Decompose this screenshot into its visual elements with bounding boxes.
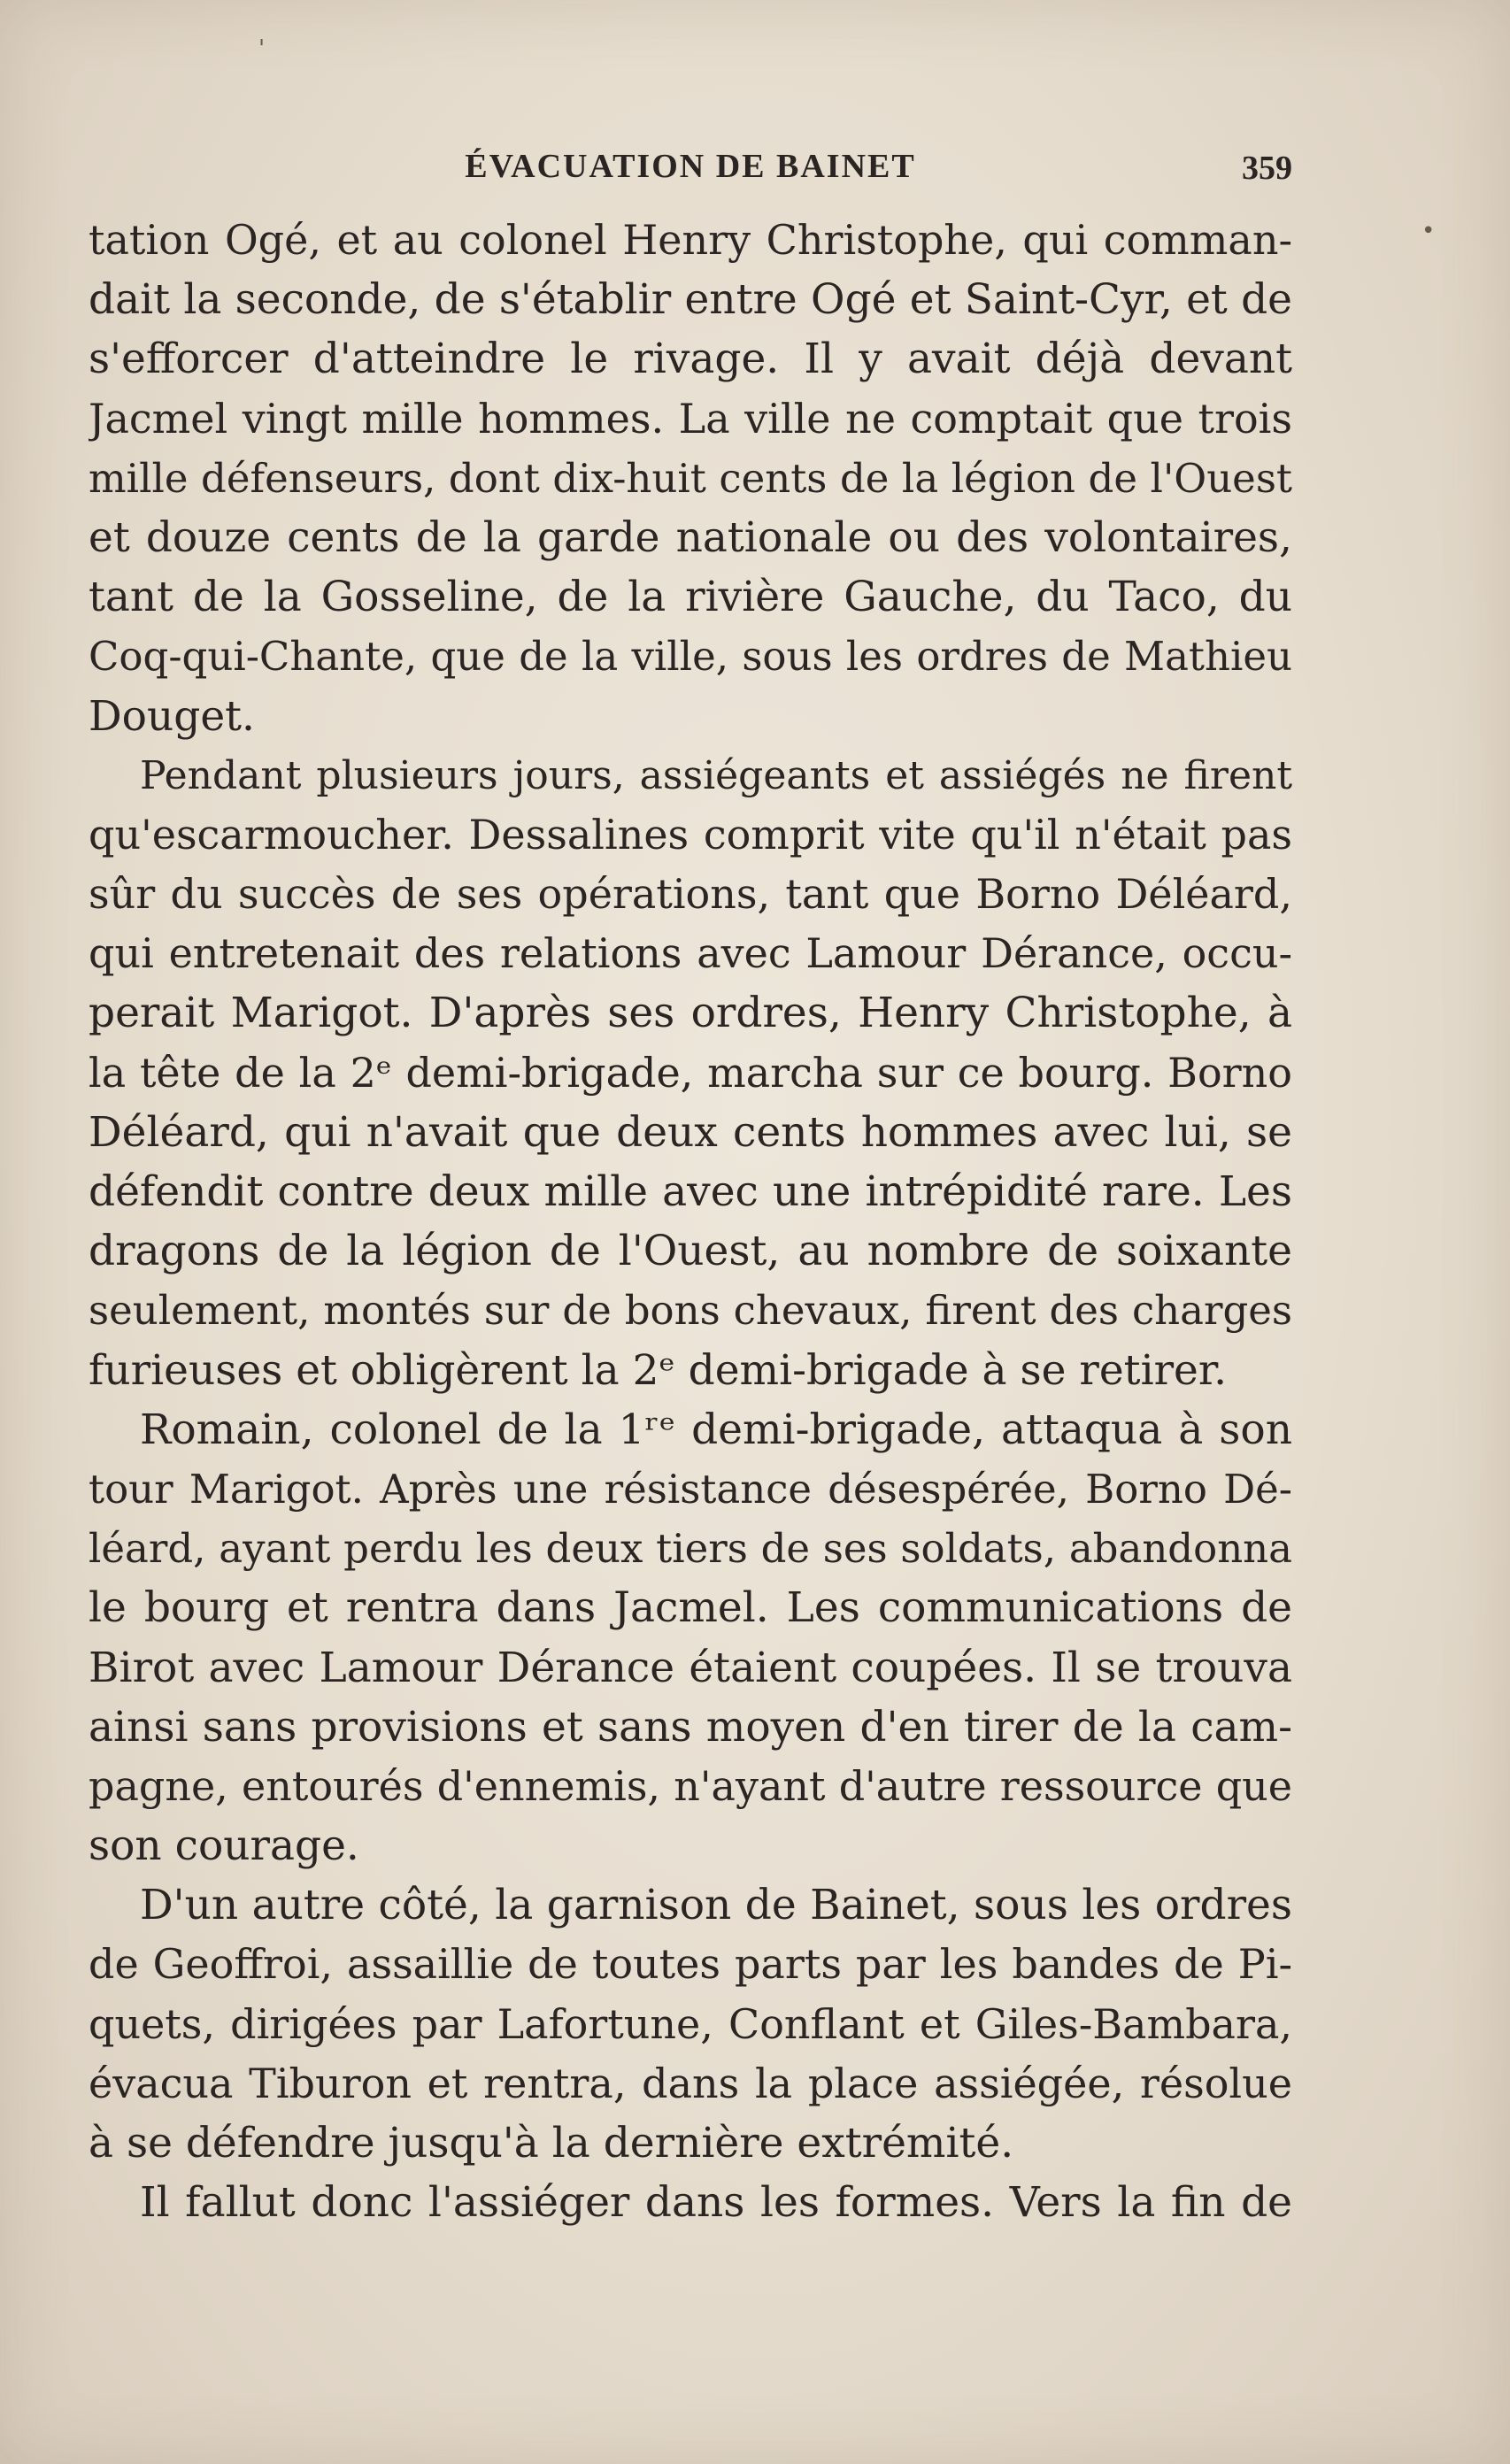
text-line: son courage. [89, 1821, 359, 1871]
text-line: la tête de la 2ᵉ demi-brigade, marcha sur ce bourg. Borno [89, 1048, 1292, 1097]
text-line: à se défendre jusqu'à la dernière extrémité. [89, 2119, 1014, 2168]
text-line: qui entretenait des relations avec Lamour Dérance, occu- [89, 929, 1292, 978]
text-line: Déléard, qui n'avait que deux cents hommes avec lui, se [89, 1107, 1292, 1157]
text-line: léard, ayant perdu les deux tiers de ses soldats, abandonna [89, 1525, 1292, 1573]
text-line: de Geoffroi, assaillie de toutes parts par les bandes de Pi- [89, 1940, 1292, 1989]
text-line: pagne, entourés d'ennemis, n'ayant d'autre ressource que [89, 1761, 1292, 1810]
running-head [89, 147, 1292, 189]
chapter-heading: ÉVACUATION DE BAINET [465, 148, 916, 185]
text-line: quets, dirigées par Lafortune, Conflant et Giles-Bambara, [89, 1999, 1292, 2048]
paragraph-start-line: D'un autre côté, la garnison de Bainet, sous les ordres [140, 1881, 1292, 1930]
text-line: mille défenseurs, dont dix-huit cents de la légion de l'Ouest [89, 454, 1292, 502]
text-line: Coq-qui-Chante, que de la ville, sous les ordres de Mathieu [89, 633, 1292, 681]
text-line: tant de la Gosseline, de la rivière Gauche, du Taco, du [89, 573, 1292, 622]
text-line: s'efforcer d'atteindre le rivage. Il y avait déjà devant [89, 335, 1292, 384]
text-line: Jacmel vingt mille hommes. La ville ne comptait que trois [89, 394, 1292, 443]
text-line: tation Ogé, et au colonel Henry Christophe, qui comman- [89, 216, 1292, 264]
text-line: furieuses et obligèrent la 2ᵉ demi-brigade à se retirer. [89, 1345, 1228, 1395]
paragraph-start-line: Romain, colonel de la 1ʳᵉ demi-brigade, attaqua à son [140, 1405, 1292, 1454]
paper-speck: ' [258, 35, 266, 62]
text-line: ainsi sans provisions et sans moyen d'en tirer de la cam- [89, 1702, 1292, 1752]
text-line: défendit contre deux mille avec une intrépidité rare. Les [89, 1167, 1292, 1216]
body-text [89, 211, 1292, 2232]
text-line: qu'escarmoucher. Dessalines comprit vite qu'il n'était pas [89, 810, 1292, 859]
page-number: 359 [1242, 150, 1292, 187]
text-line: le bourg et rentra dans Jacmel. Les communications de [89, 1583, 1292, 1633]
text-line: dragons de la légion de l'Ouest, au nombre de soixante [89, 1227, 1292, 1276]
text-line: Birot avec Lamour Dérance étaient coupées. Il se trouva [89, 1643, 1292, 1692]
text-line: Douget. [89, 691, 255, 741]
paragraph-start-line: Il fallut donc l'assiéger dans les formes. Vers la fin de [140, 2178, 1292, 2228]
text-line: dait la seconde, de s'établir entre Ogé et Saint-Cyr, et de [89, 275, 1292, 325]
text-line: évacua Tiburon et rentra, dans la place assiégée, résolue [89, 2059, 1292, 2107]
paragraph-start-line: Pendant plusieurs jours, assiégeants et assiégés ne firent [140, 752, 1292, 798]
text-line: sûr du succès de ses opérations, tant que Borno Déléard, [89, 870, 1292, 919]
text-line: et douze cents de la garde nationale ou des volontaires, [89, 512, 1292, 562]
text-line: tour Marigot. Après une résistance désespérée, Borno Dé- [89, 1465, 1292, 1513]
text-line: seulement, montés sur de bons chevaux, firent des charges [89, 1287, 1292, 1335]
text-line: perait Marigot. D'après ses ordres, Henry Christophe, à [89, 989, 1292, 1038]
paper-speck: • [1421, 218, 1436, 244]
